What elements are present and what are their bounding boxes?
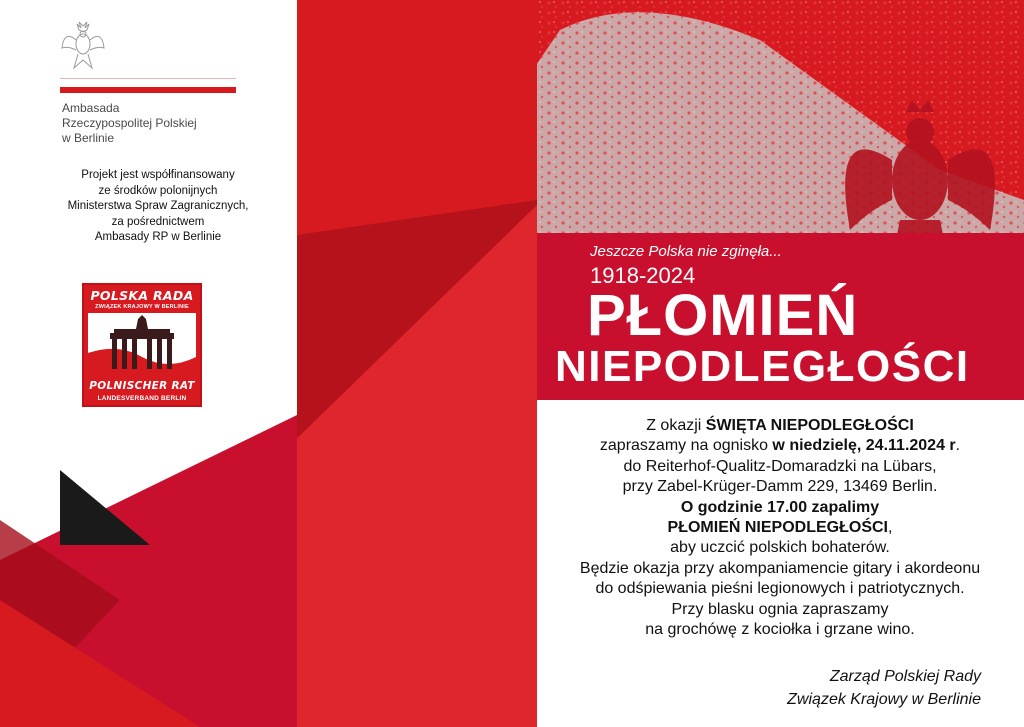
text-fragment: Z okazji — [646, 417, 706, 434]
embassy-line: Ambasada — [62, 101, 120, 115]
polska-rada-logo — [82, 283, 202, 407]
logo-top-subtitle: ZWIĄZEK KRAJOWY W BERLINIE — [95, 304, 189, 310]
flag-line-white — [60, 78, 236, 79]
headline-years: 1918-2024 — [590, 263, 696, 288]
headline-title-line2: NIEPODLEGŁOŚCI — [555, 342, 970, 391]
logo-bottom-subtitle: LANDESVERBAND BERLIN — [97, 395, 187, 402]
invitation-line — [540, 498, 1020, 518]
invitation-line: aby uczcić polskich bohaterów. — [670, 539, 890, 557]
invitation-line — [540, 416, 1020, 436]
polish-eagle-icon — [60, 20, 106, 76]
embassy-line: w Berlinie — [62, 131, 115, 145]
signature — [700, 665, 981, 711]
invitation-line: na grochówę z kociołka i grzane wino. — [645, 621, 915, 639]
invitation-line: Przy blasku ognia zapraszamy — [671, 600, 889, 618]
funding-line: Ministerstwa Spraw Zagranicznych, — [67, 200, 249, 212]
headline-tagline: Jeszcze Polska nie zginęła... — [590, 243, 782, 260]
event-time: O godzinie 17.00 zapalimy — [680, 498, 880, 516]
invitation-line — [540, 436, 1020, 456]
embassy-line: Rzeczypospolitej Polskiej — [62, 116, 197, 130]
flag-line-red — [60, 87, 236, 93]
headline-title-line1: PŁOMIEŃ — [587, 283, 859, 348]
text-fragment: . — [955, 437, 961, 455]
event-title: PŁOMIEŃ NIEPODLEGŁOŚCI — [667, 519, 888, 537]
invitation-line: Będzie okazja przy akompaniamencie gitary i akordeonu — [579, 559, 981, 577]
event-address: przy Zabel-Krüger-Damm 229, 13469 Berlin. — [622, 478, 938, 496]
event-name: ŚWIĘTA NIEPODLEGŁOŚCI — [705, 417, 914, 434]
invitation-line — [540, 518, 1020, 538]
text-fragment: zapraszamy na ognisko — [599, 437, 773, 455]
invitation-text — [540, 416, 1020, 640]
funding-line: za pośrednictwem — [111, 215, 205, 228]
text-fragment: , — [888, 519, 893, 537]
invitation-line: do odśpiewania pieśni legionowych i patriotycznych. — [595, 580, 965, 598]
invitation-line: do Reiterhof-Qualitz-Domaradzki na Lübars, — [623, 457, 937, 475]
embassy-name — [62, 101, 262, 146]
funding-line: ze środków polonijnych — [98, 184, 218, 197]
logo-bottom-title: POLNISCHER RAT — [89, 380, 195, 392]
funding-note — [40, 168, 276, 246]
signature-line: Związek Krajowy w Berlinie — [787, 691, 981, 708]
funding-line: Projekt jest współfinansowany — [81, 169, 235, 181]
logo-top-title: POLSKA RADA — [90, 288, 194, 303]
funding-line: Ambasady RP w Berlinie — [94, 231, 222, 243]
brandenburg-gate-icon — [88, 313, 196, 377]
signature-line: Zarząd Polskiej Rady — [829, 668, 981, 685]
event-date: w niedzielę, 24.11.2024 r — [772, 437, 956, 455]
